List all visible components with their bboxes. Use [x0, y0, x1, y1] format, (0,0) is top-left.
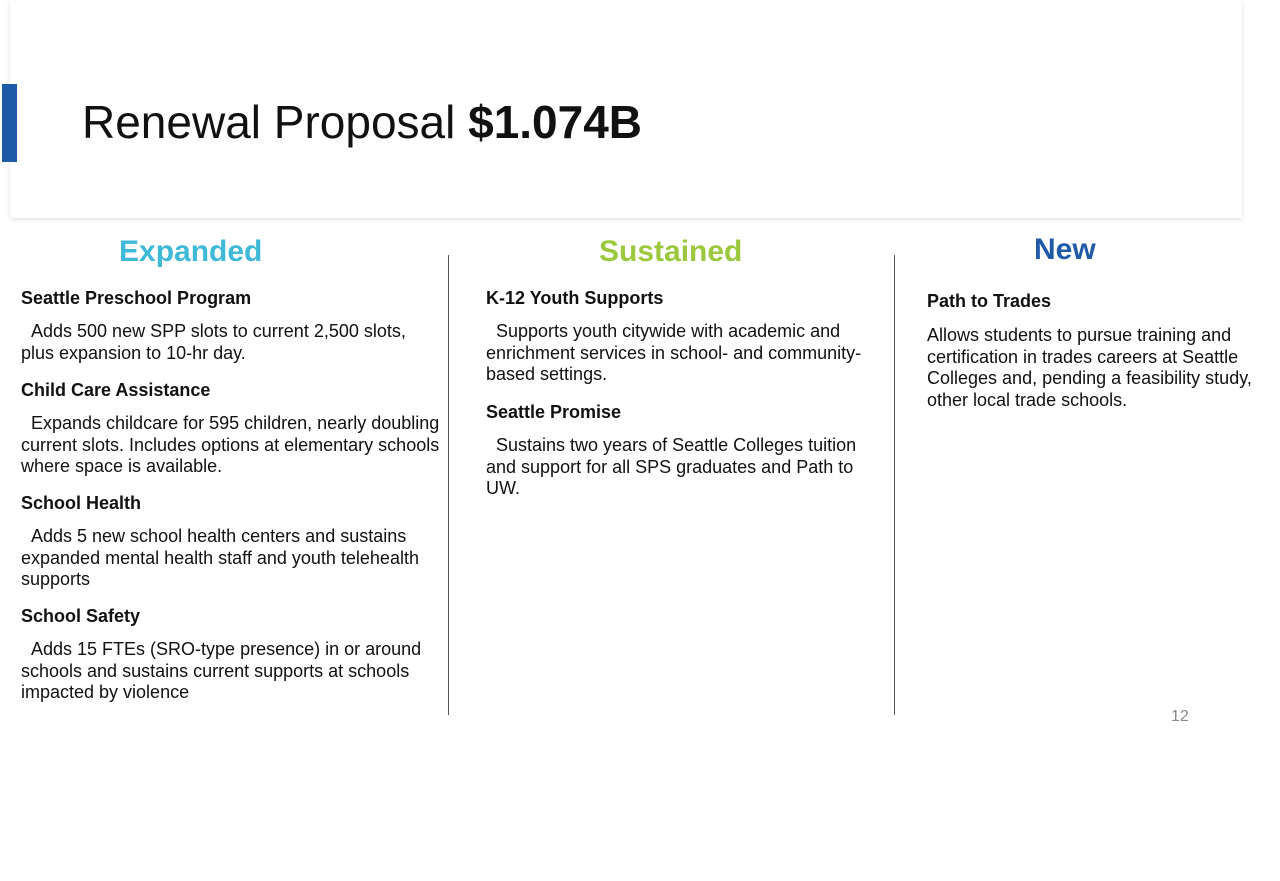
sustained-item-k12: [486, 287, 881, 386]
item-title: Child Care Assistance: [21, 380, 211, 400]
item-title: K-12 Youth Supports: [486, 288, 664, 308]
item-title: Seattle Preschool Program: [21, 288, 252, 308]
new-item-path-to-trades: [927, 290, 1267, 411]
item-description: Supports youth citywide with academic and enrichment services in school- and community-based settings.: [486, 321, 862, 384]
page-title-text: Renewal Proposal: [82, 96, 469, 148]
page-title-amount: $1.074B: [468, 96, 643, 148]
item-description: Adds 15 FTEs (SRO-type presence) in or around schools and sustains current supports at schools impacted by violence: [21, 639, 422, 702]
expanded-item-child-care: [21, 379, 441, 478]
item-description: Expands childcare for 595 children, nearly doubling current slots. Includes options at elementary schools where space is available.: [21, 413, 440, 476]
item-description: Allows students to pursue training and certification in trades careers at Seattle Colleges and, pending a feasibility study, other local trade schools.: [927, 325, 1252, 410]
item-title: Path to Trades: [927, 291, 1052, 311]
column-header-sustained: Sustained: [599, 235, 743, 268]
title-accent-bar: [2, 84, 17, 162]
page-number: 12: [1171, 708, 1189, 725]
item-title: School Health: [21, 493, 142, 513]
expanded-item-school-safety: [21, 605, 441, 704]
item-description: Adds 5 new school health centers and sustains expanded mental health staff and youth telehealth supports: [21, 526, 419, 589]
item-description: Adds 500 new SPP slots to current 2,500 slots, plus expansion to 10-hr day.: [21, 321, 406, 363]
item-title: School Safety: [21, 606, 141, 626]
sustained-item-promise: [486, 401, 866, 500]
expanded-item-preschool: [21, 287, 441, 364]
column-divider: [894, 255, 895, 715]
item-description: Sustains two years of Seattle Colleges tuition and support for all SPS graduates and Path to UW.: [486, 435, 857, 498]
item-title: Seattle Promise: [486, 402, 622, 422]
column-divider: [448, 255, 449, 715]
column-header-expanded: Expanded: [119, 235, 263, 268]
column-header-new: New: [1034, 233, 1096, 266]
page-title: [82, 92, 642, 152]
expanded-item-school-health: [21, 492, 441, 591]
